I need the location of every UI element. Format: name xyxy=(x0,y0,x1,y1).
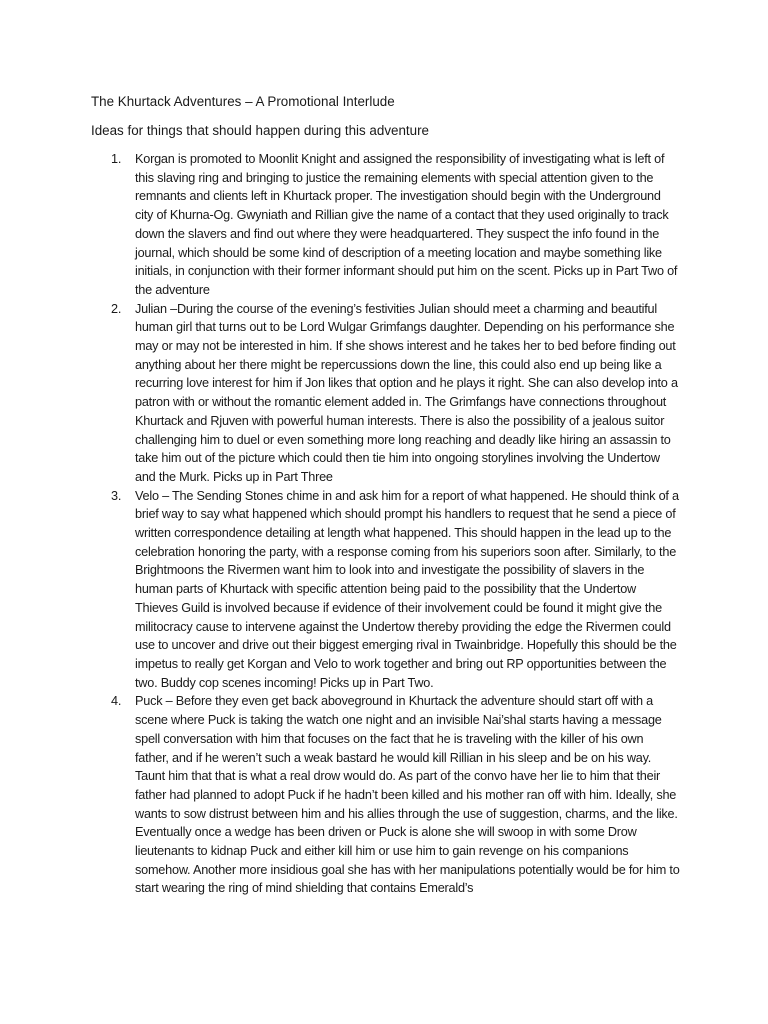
list-item xyxy=(111,150,680,300)
document-subtitle: Ideas for things that should happen during this adventure xyxy=(91,123,429,138)
list-item-number: 2. xyxy=(111,301,122,316)
list-item-number: 1. xyxy=(111,152,122,166)
document-title: The Khurtack Adventures – A Promotional Interlude xyxy=(91,94,395,109)
list-item-number: 4. xyxy=(111,694,122,709)
list-item xyxy=(111,692,680,898)
list-item-text: Julian –During the course of the evening’s festivities Julian should meet a charming and beautiful human girl that turns out to be Lord Wulgar Grimfangs daughter. Depending on his performance she may or may not be interested in him. If she shows interest and he takes her to bed before finding out anything about her there might be repercussions down the line, this could also end up being like a recurring love interest for him if Jon likes that option and he plays it right. She can also develop into a patron with or without the romantic element added in. The Grimfangs have connections throughout Khurtack and Rjuven with powerful human interests. There is also the possibility of a jealous suitor challenging him to duel or even something more long reaching and deadly like hiring an assassin to take him out of the picture which could then tie him into ongoing storylines involving the Undertow and the Murk. Picks up in Part Three xyxy=(135,301,678,484)
numbered-list xyxy=(0,150,768,898)
list-item-text: Puck – Before they even get back aboveground in Khurtack the adventure should start off with a scene where Puck is taking the watch one night and an invisible Nai’shal starts having a message spell conversation with him that focuses on the fact that he is traveling with the killer of his own father, and if he weren’t such a weak bastard he would kill Rillian in his sleep and be on his way. Taunt him that that is what a real drow would do. As part of the convo have her lie to him that their father had planned to adopt Puck if he hadn’t been killed and his mother ran off with him. Ideally, she wants to sow distrust between him and his allies through the use of suggestion, charms, and the like. Eventually once a wedge has been driven or Puck is alone she will swoop in with some Drow lieutenants to kidnap Puck and either kill him or use him to gain revenge on his companions somehow. Another more insidious goal she has with her manipulations potentially would be for him to start wearing the ring of mind shielding that contains Emerald’s xyxy=(135,694,680,896)
list-item-text: Velo – The Sending Stones chime in and ask him for a report of what happened. He should think of a brief way to say what happened which should prompt his handlers to request that he send a piece of written correspondence detailing at length what happened. This should happen in the lead up to the celebration honoring the party, with a response coming from his superiors soon after. Similarly, to the Brightmoons the Rivermen want him to look into and investigate the possibility of slavers in the human parts of Khurtack with specific attention being paid to the possibility that the Undertow Thieves Guild is involved because if evidence of their involvement could be found it might give the militocracy cause to intervene against the Undertow thereby providing the edge the Rivermen could use to uncover and drive out their biggest emerging rival in Twainbridge. Hopefully this should be the impetus to really get Korgan and Velo to work together and bring out RP opportunities between the two. Buddy cop scenes incoming! Picks up in Part Two. xyxy=(135,488,679,690)
list-item xyxy=(111,300,680,487)
list-item xyxy=(111,487,680,693)
list-item-text: Korgan is promoted to Moonlit Knight and assigned the responsibility of investigating what is left of this slaving ring and bringing to justice the remaining elements with special attention given to the remnants and clients left in Khurtack proper. The investigation should begin with the Underground city of Khurna-Og. Gwyniath and Rillian give the name of a contact that they used originally to track down the slavers and find out where they were headquartered. They suspect the info found in the journal, which should be some kind of description of a meeting location and maybe something like initials, in conjunction with their former informant should put him on the scent. Picks up in Part Two of the adventure xyxy=(135,152,678,297)
list-item-number: 3. xyxy=(111,488,122,503)
